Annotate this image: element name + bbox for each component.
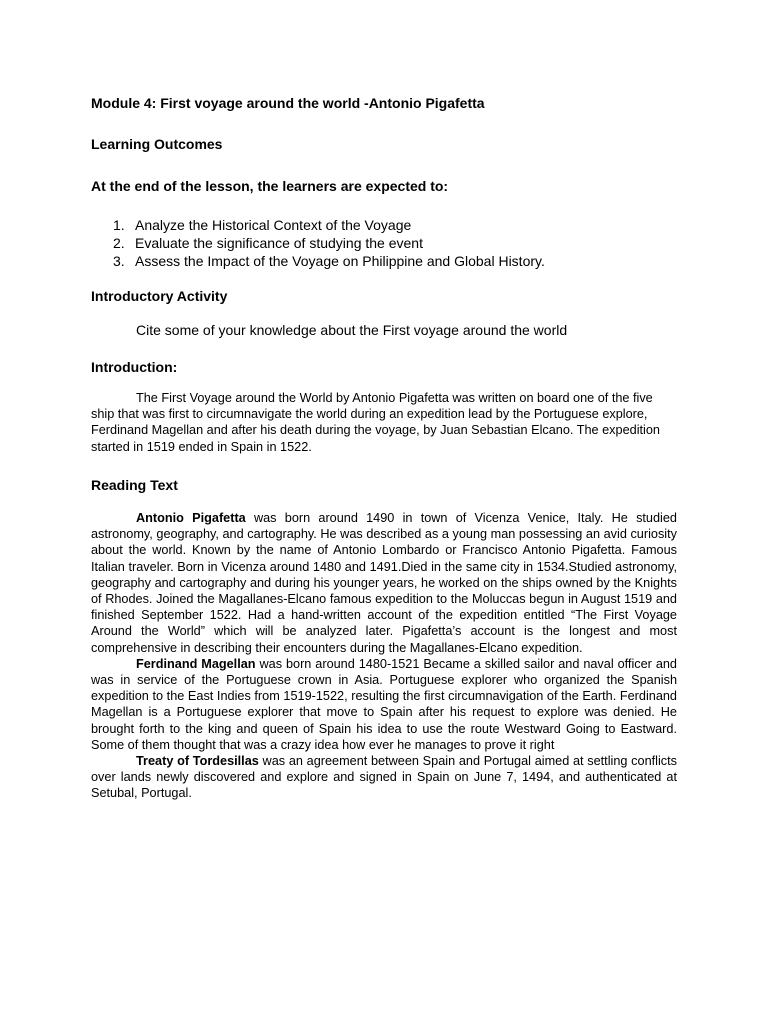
reading-term: Treaty of Tordesillas bbox=[136, 754, 259, 769]
reading-paragraph-text: was born around 1490 in town of Vicenza Venice, Italy. He studied astronomy, geography, and cartography. He was described as a young man possessing an avid curiosity about the world. Known by the name of Antonio Lombardo or Francisco Antonio Pigafetta. Famous Italian traveler. Born in Vicenza around 1480 and 1491.Died in the same city in 1534.Studied astronomy, geography and cartography and during his younger years, he worked on the ships owned by the Knights of Rhodes. Joined the Magallanes-Elcano famous expedition to the Moluccas begun in August 1519 and finished September 1522. Had a hand-written account of the expedition entitled “The First Voyage Around the World” which will be analyzed later. Pigafetta’s account is the longest and most comprehensive in describing their encounters during the Magallanes-Elcano expedition. bbox=[91, 511, 677, 655]
reading-paragraph-pigafetta bbox=[91, 510, 677, 656]
expectation-heading: At the end of the lesson, the learners are expected to: bbox=[91, 178, 449, 194]
reading-paragraph-magellan bbox=[91, 656, 677, 753]
reading-term: Antonio Pigafetta bbox=[136, 511, 246, 525]
reading-paragraph-text: was born around 1480-1521 Became a skilled sailor and naval officer and was in service of the Portuguese crown in Asia. Portuguese explorer who organized the Spanish expedition to the East Indies from 1519-1522, resulting the first circumnavigation of the Earth. Ferdinand Magellan is a Portuguese explorer that move to Spain after his request to explore was denied. He brought forth to the king and queen of Spain his idea to use the route Westward Going to Eastward. Some of them thought that was a crazy idea how ever he manages to prove it right bbox=[91, 656, 677, 752]
introduction-text: The First Voyage around the World by Antonio Pigafetta was written on board one of the five ship that was first to circumnavigate the world during an expedition lead by the Portuguese explore, Ferdinand Magellan and after his death during the voyage, by Juan Sebastian Elcano. The expedition started in 1519 ended in Spain in 1522. bbox=[91, 391, 660, 454]
reading-paragraph-tordesillas bbox=[91, 753, 677, 802]
reading-term: Ferdinand Magellan bbox=[136, 656, 256, 671]
module-title: Module 4: First voyage around the world -Antonio Pigafetta bbox=[91, 95, 485, 111]
introduction-paragraph bbox=[91, 390, 677, 455]
outcome-item-2 bbox=[113, 235, 423, 251]
reading-paragraph-text: was an agreement between Spain and Portugal aimed at settling conflicts over lands newly discovered and explore and signed in Spain on June 7, 1494, and authenticated at Setubal, Portugal. bbox=[91, 754, 677, 801]
outcome-text: Evaluate the significance of studying the event bbox=[135, 235, 423, 251]
outcome-text: Analyze the Historical Context of the Voyage bbox=[135, 217, 412, 233]
outcome-number: 1. bbox=[113, 217, 125, 233]
reading-text-body bbox=[91, 510, 677, 802]
learning-outcomes-heading: Learning Outcomes bbox=[91, 136, 223, 152]
introductory-activity-heading: Introductory Activity bbox=[91, 288, 228, 304]
outcome-text: Assess the Impact of the Voyage on Philippine and Global History. bbox=[135, 253, 545, 269]
introductory-activity-text: Cite some of your knowledge about the First voyage around the world bbox=[136, 322, 568, 338]
introduction-heading: Introduction: bbox=[91, 359, 178, 375]
outcome-number: 2. bbox=[113, 235, 125, 251]
reading-text-heading: Reading Text bbox=[91, 477, 178, 493]
outcome-number: 3. bbox=[113, 253, 125, 269]
outcome-item-3 bbox=[113, 253, 545, 269]
outcome-item-1 bbox=[113, 217, 411, 233]
